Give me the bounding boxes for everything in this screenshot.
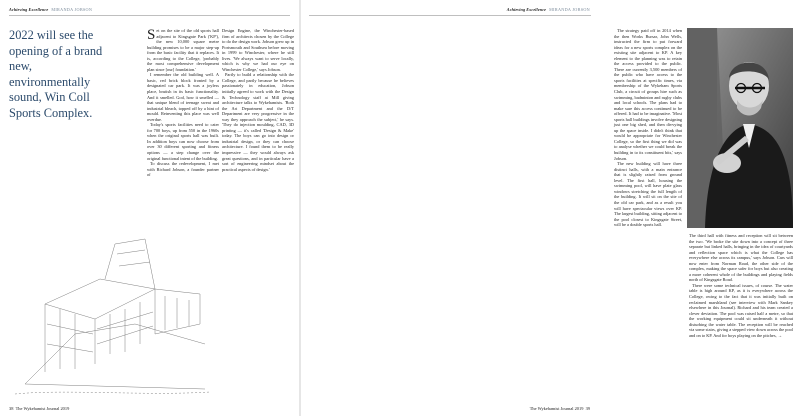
- article-column-1: [147, 28, 219, 178]
- right-page: [301, 0, 793, 416]
- paragraph: To discuss the redevelopment, I met with Richard Jobson, a founder partner of: [147, 161, 219, 178]
- running-head-title: Achieving Excellence: [9, 7, 49, 12]
- article-column-4: [689, 233, 793, 338]
- article-column-3: [614, 28, 682, 228]
- continued-arrow-icon: →: [777, 332, 783, 338]
- publication-name: The Wykehamist Journal 2019: [15, 406, 70, 411]
- paragraph: The strategy paid off in 2014 when the then Works Bursar, John Wells, instructed the firm to put forward ideas for a new sports complex on the existing site adjacent to KP. A key element to the planning was to retain the access provided to the public. There are currently 3,500 members of the public who have access to the sports facilities at specific times, via membership of the Wykeham Sports Club, a circuit of groups hire such as swimming, badminton and rugby clubs and local schools. The plans had to make sure this access continued to be offered. It had to be imaginative. 'Most sports hall buildings involve designing just one big shed, and then divvying up the space inside. I didn't think that would be appropriate for Winchester College, so the first thing we did was to analyse whether we could break the building in to its constituent bits,' says Jobson.: [614, 28, 682, 161]
- paragraph: The third hall with fitness and reception will sit between the two. 'We broke the site down into a concept of three separate but linked halls, bringing in the idea of courtyards and reflection space which is what the College has everywhere else across its campus,' says Jobson. Cars will now enter from Norman Road, the other side of the complex, making the space safer for boys but also creating a more coherent whole of the buildings and playing fields north of Kingsgate Road.: [689, 233, 793, 283]
- right-footer: [530, 406, 590, 411]
- paragraph: Design Engine, the Winchester-based firm of architects chosen by the College to do the design work. Jobson grew up in Portsmouth and Southsea before moving in 1999 to Winchester, where he still lives. 'We always want to serve locally, which is why we had our eye on Winchester College,' says Jobson.: [222, 28, 294, 72]
- architect-sketch-illustration: [5, 184, 220, 406]
- page-number: 38: [9, 406, 14, 411]
- architect-portrait-photo: [687, 28, 793, 228]
- left-page: [0, 0, 299, 416]
- left-footer: [9, 406, 69, 411]
- paragraph: I remember the old building well. A basic, red brick block fronted by a designated car park. It was a joyless place, brutish in its basic functionality. And it smelled. God, how it smelled — that unique blend of teenage sweat and industrial bleach, topped off by a hint of mould. Reinventing this place was well overdue.: [147, 72, 219, 122]
- header-rule: [309, 15, 591, 16]
- paragraph: The new building will have three distinct halls, with a main entrance that is slightly raised from ground level. The first hall, housing the swimming pool, will have plate glass windows stretching the full length of the building. It will sit on the site of the old car park, and as a result you will have spectacular views over KP. The largest building, sitting adjacent to the pool closest to Kingsgate Street, will be a double sports hall.: [614, 161, 682, 228]
- publication-name: The Wykehamist Journal 2019: [529, 406, 584, 411]
- left-running-head: [9, 7, 92, 12]
- paragraph: Today's sports facilities need to cater for 700 boys, up from 550 in the 1960s when the original sports hall was built. In addition boys can now choose from over 30 different sporting and fitness options — a step change over the original functional intent of the building.: [147, 122, 219, 161]
- paragraph: Partly to build a relationship with the College, and partly because he believes passionately in education, Jobson initially agreed to work with the Design & Technology staff at Mill giving architecture talks to Wykehamists. 'Both the Art Department and the D/T Department are very progressive in the way they approach the subject,' he says. 'They do injection moulding, CAD, 3D printing — it's called 'Design & Make' today. The boys can go into design or industrial design, or they can choose architecture. I found them to be really impressive — they would always ask great questions, and in particular have a sort of engineering mindset about the practical aspects of design.': [222, 72, 294, 172]
- pull-quote: 2022 will see the opening of a brand new, environmentally sound, Win Coll Sports Complex.: [9, 28, 103, 120]
- running-head-title: Achieving Excellence: [506, 7, 547, 12]
- page-number: 39: [585, 406, 590, 411]
- paragraph: There were some technical issues, of course. The water table is high around KP, as it is everywhere across the College, owing to the fact that it was initially built on reclaimed marshland (see interview with Mark Sankey elsewhere in this Journal). Richard and his team created a clever deviation. The pool was raised half a metre, so that the working equipment could sit underneath it without disturbing the water table. The reception will be reached via some stairs, giving a stepped view down across the pool and on to KP. And for boys playing on the pitches, →: [689, 282, 793, 338]
- paragraph: Set on the site of the old sports hall adjacent to Kingsgate Park ('KP'), the new 10,000 square metre building promises to be a major step-up from the basic facility that it replaces. It is, according to the College, 'probably the most comprehensive development plan since [our] foundation.': [147, 26, 219, 72]
- article-column-2: [222, 28, 294, 172]
- running-head-author: MIRANDA JOBSON: [549, 7, 590, 12]
- right-running-head: [507, 7, 590, 12]
- header-rule: [9, 15, 290, 16]
- running-head-author: MIRANDA JOBSON: [51, 7, 93, 12]
- drop-cap: S: [147, 26, 156, 43]
